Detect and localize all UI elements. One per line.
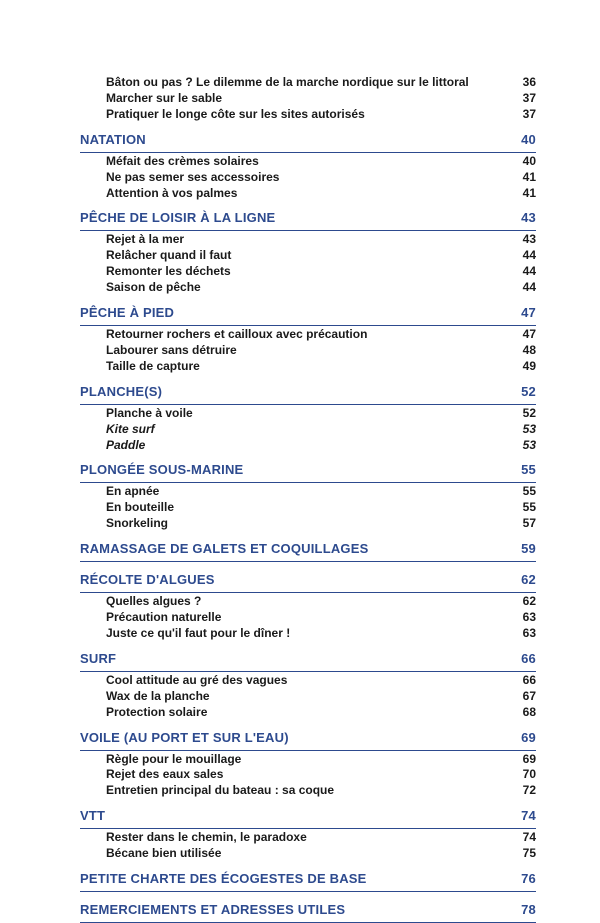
toc-section <box>80 727 536 749</box>
entry-title: Rester dans le chemin, le paradoxe <box>106 830 307 845</box>
entry-title: Labourer sans détruire <box>106 342 237 357</box>
toc-section <box>80 302 536 324</box>
toc-entry <box>80 484 536 499</box>
entry-page-number: 68 <box>522 704 536 719</box>
entry-title: Ne pas semer ses accessoires <box>106 169 280 184</box>
section-divider <box>80 152 536 153</box>
entry-title: Règle pour le mouillage <box>106 751 242 766</box>
entry-page-number: 49 <box>522 358 536 373</box>
entry-title: Remonter les déchets <box>106 264 231 279</box>
entry-page-number: 72 <box>522 783 536 798</box>
section-page-number: 78 <box>521 902 536 917</box>
toc-entry <box>80 767 536 782</box>
entry-page-number: 41 <box>522 185 536 200</box>
section-page-number: 69 <box>521 729 536 745</box>
toc-entry <box>80 406 536 421</box>
entry-title: Rejet des eaux sales <box>106 767 224 782</box>
section-page-number: 43 <box>521 210 536 226</box>
entry-title: Relâcher quand il faut <box>106 248 232 263</box>
toc-entry <box>80 154 536 169</box>
toc-entry <box>80 752 536 767</box>
section-page-number: 52 <box>521 383 536 399</box>
section-page-number: 66 <box>521 650 536 666</box>
entry-page-number: 44 <box>522 280 536 295</box>
entry-page-number: 55 <box>522 484 536 499</box>
entry-title: Wax de la planche <box>106 688 210 703</box>
toc-entry <box>80 438 536 453</box>
entry-page-number: 63 <box>522 610 536 624</box>
toc-entry <box>80 516 536 531</box>
toc-entry <box>80 75 536 90</box>
entry-page-number: 53 <box>522 421 536 436</box>
entry-page-number: 75 <box>522 846 536 861</box>
entry-title: Kite surf <box>106 421 155 436</box>
entry-page-number: 36 <box>522 75 536 89</box>
entry-page-number: 57 <box>522 516 536 531</box>
toc-entry <box>80 422 536 437</box>
entry-title: En bouteille <box>106 500 175 515</box>
section-title: RÉCOLTE D'ALGUES <box>80 572 215 588</box>
section-divider <box>80 750 536 751</box>
toc-entry <box>80 610 536 625</box>
toc-entry <box>80 500 536 515</box>
section-page-number: 62 <box>521 572 536 588</box>
entry-title: Quelles algues ? <box>106 594 202 609</box>
section-title: PÊCHE À PIED <box>80 305 175 320</box>
section-title: REMERCIEMENTS ET ADRESSES UTILES <box>80 902 346 917</box>
section-title: RAMASSAGE DE GALETS ET COQUILLAGES <box>80 541 369 557</box>
section-divider <box>80 891 536 892</box>
section-page-number: 59 <box>521 541 536 557</box>
section-divider <box>80 404 536 405</box>
entry-page-number: 70 <box>522 767 536 782</box>
entry-page-number: 41 <box>522 169 536 184</box>
section-title: NATATION <box>80 131 146 147</box>
toc-entry <box>80 846 536 861</box>
section-title: VOILE (AU PORT ET SUR L'EAU) <box>80 729 289 745</box>
entry-title: Juste ce qu'il faut pour le dîner ! <box>106 625 291 640</box>
entry-page-number: 37 <box>522 90 536 105</box>
toc-entry <box>80 673 536 688</box>
toc-entry <box>80 186 536 201</box>
section-title: PETITE CHARTE DES ÉCOGESTES DE BASE <box>80 871 367 886</box>
toc-section <box>80 538 536 560</box>
toc-entry <box>80 626 536 641</box>
toc-entry <box>80 343 536 358</box>
entry-title: Saison de pêche <box>106 280 201 295</box>
entry-page-number: 63 <box>522 625 536 640</box>
entry-page-number: 53 <box>522 437 536 452</box>
entry-page-number: 48 <box>522 342 536 357</box>
toc-entry <box>80 248 536 263</box>
entry-title: Pratiquer le longe côte sur les sites autorisés <box>106 106 365 121</box>
section-page-number: 55 <box>521 462 536 478</box>
entry-title: Attention à vos palmes <box>106 185 238 200</box>
toc-entry <box>80 232 536 247</box>
toc-section <box>80 569 536 591</box>
section-page-number: 47 <box>521 305 536 320</box>
entry-title: Cool attitude au gré des vagues <box>106 672 288 687</box>
entry-page-number: 44 <box>522 248 536 263</box>
entry-page-number: 43 <box>522 232 536 247</box>
toc-section <box>80 381 536 403</box>
section-page-number: 40 <box>521 131 536 147</box>
section-divider <box>80 482 536 483</box>
entry-title: Marcher sur le sable <box>106 90 223 105</box>
entry-title: Bâton ou pas ? Le dilemme de la marche nordique sur le littoral <box>106 75 469 89</box>
entry-page-number: 44 <box>522 264 536 279</box>
entry-page-number: 40 <box>522 153 536 168</box>
entry-page-number: 47 <box>522 327 536 341</box>
section-page-number: 76 <box>521 871 536 886</box>
toc-section <box>80 868 536 890</box>
toc-entry <box>80 359 536 374</box>
toc-section <box>80 459 536 481</box>
section-divider <box>80 592 536 593</box>
toc-entry <box>80 689 536 704</box>
toc-entry <box>80 327 536 342</box>
toc-section <box>80 648 536 670</box>
section-title: PÊCHE DE LOISIR À LA LIGNE <box>80 210 276 226</box>
entry-title: Rejet à la mer <box>106 232 185 247</box>
toc-entry <box>80 783 536 798</box>
section-divider <box>80 230 536 231</box>
entry-title: Méfait des crèmes solaires <box>106 153 259 168</box>
entry-title: En apnée <box>106 484 160 499</box>
section-title: SURF <box>80 650 117 666</box>
toc-entry <box>80 594 536 609</box>
entry-page-number: 69 <box>522 751 536 766</box>
entry-page-number: 74 <box>522 830 536 845</box>
entry-page-number: 55 <box>522 500 536 515</box>
entry-page-number: 66 <box>522 672 536 687</box>
entry-title: Précaution naturelle <box>106 610 222 624</box>
entry-page-number: 62 <box>522 594 536 609</box>
section-page-number: 74 <box>521 808 536 824</box>
toc-section <box>80 207 536 229</box>
toc-section <box>80 899 536 921</box>
entry-title: Bécane bien utilisée <box>106 846 222 861</box>
section-divider <box>80 561 536 562</box>
entry-page-number: 37 <box>522 106 536 121</box>
toc-section <box>80 805 536 827</box>
entry-page-number: 52 <box>522 405 536 420</box>
section-divider <box>80 828 536 829</box>
toc-entry <box>80 705 536 720</box>
toc-entry <box>80 264 536 279</box>
section-title: VTT <box>80 808 106 824</box>
section-divider <box>80 325 536 326</box>
section-title: PLANCHE(S) <box>80 383 163 399</box>
toc-entry <box>80 91 536 106</box>
toc-entry <box>80 107 536 122</box>
section-divider <box>80 671 536 672</box>
toc-entry <box>80 830 536 845</box>
entry-title: Planche à voile <box>106 405 193 420</box>
entry-title: Retourner rochers et cailloux avec précaution <box>106 327 368 341</box>
entry-title: Paddle <box>106 437 146 452</box>
toc-section <box>80 129 536 151</box>
entry-title: Protection solaire <box>106 704 208 719</box>
section-title: PLONGÉE SOUS-MARINE <box>80 462 244 478</box>
toc-entry <box>80 170 536 185</box>
toc-entry <box>80 280 536 295</box>
entry-title: Snorkeling <box>106 516 169 531</box>
entry-page-number: 67 <box>522 688 536 703</box>
entry-title: Taille de capture <box>106 358 200 373</box>
entry-title: Entretien principal du bateau : sa coque <box>106 783 335 798</box>
